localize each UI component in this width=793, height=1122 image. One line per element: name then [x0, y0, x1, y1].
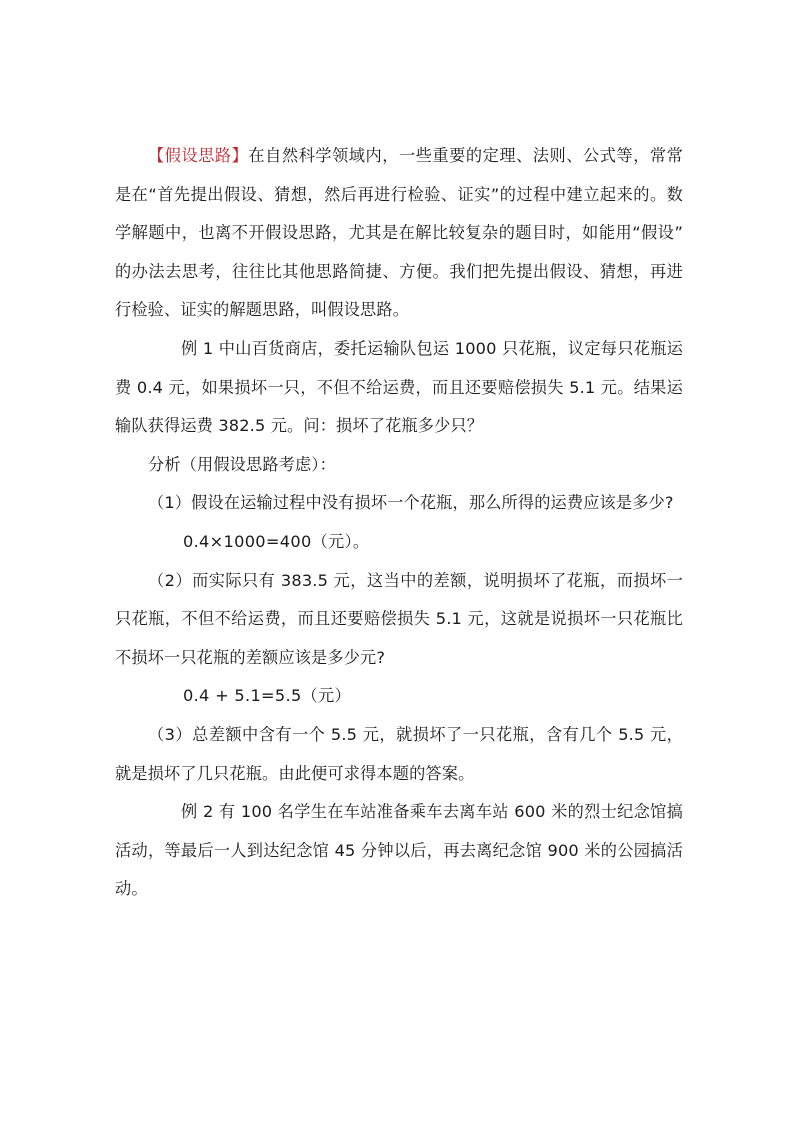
paragraph-step-3: （3）总差额中含有一个 5.5 元，就损坏了一只花瓶，含有几个 5.5 元，就是损坏了几只花瓶。由此便可求得本题的答案。: [115, 724, 683, 783]
paragraph-step-2: （2）而实际只有 383.5 元，这当中的差额，说明损坏了花瓶，而损坏一只花瓶，不但不给运费，而且还要赔偿损失 5.1 元，这就是说损坏一只花瓶比不损坏一只花瓶的差额应该是多少元?: [115, 570, 683, 667]
formula-line-1: 0.4×1000=400（元）。: [183, 531, 370, 551]
paragraph-analysis-header: 分析（用假设思路考虑）：: [148, 454, 336, 474]
paragraph-example-2: 例 2 有 100 名学生在车站准备乘车去离车站 600 米的烈士纪念馆搞活动，等最后一人到达纪念馆 45 分钟以后，再去离纪念馆 900 米的公园搞活动。: [115, 802, 683, 899]
document-text-column: [115, 137, 683, 909]
paragraph-example-1: 例 1 中山百货商店，委托运输队包运 1000 只花瓶，议定每只花瓶运费 0.4 元，如果损坏一只，不但不给运费，而且还要赔偿损失 5.1 元。结果运输队获得运费 382.5 元。问：损坏了花瓶多少只？: [115, 338, 683, 436]
paragraph-intro: [115, 137, 683, 330]
formula-line-2: 0.4 + 5.1=5.5（元）: [183, 686, 352, 706]
paragraph-step-1: （1）假设在运输过程中没有损坏一个花瓶，那么所得的运费应该是多少?: [148, 493, 674, 513]
heading-marker: 【假设思路】: [148, 146, 249, 165]
intro-text: 在自然科学领域内，一些重要的定理、法则、公式等，常常是在“首先提出假设、猜想，然后再进行检验、证实”的过程中建立起来的。数学解题中，也离不开假设思路，尤其是在解比较复杂的题目时，如能用“假设”的办法去思考，往往比其他思路简捷、方便。我们把先提出假设、猜想，再进行检验、证实的解题思路，叫假设思路。: [115, 146, 683, 320]
